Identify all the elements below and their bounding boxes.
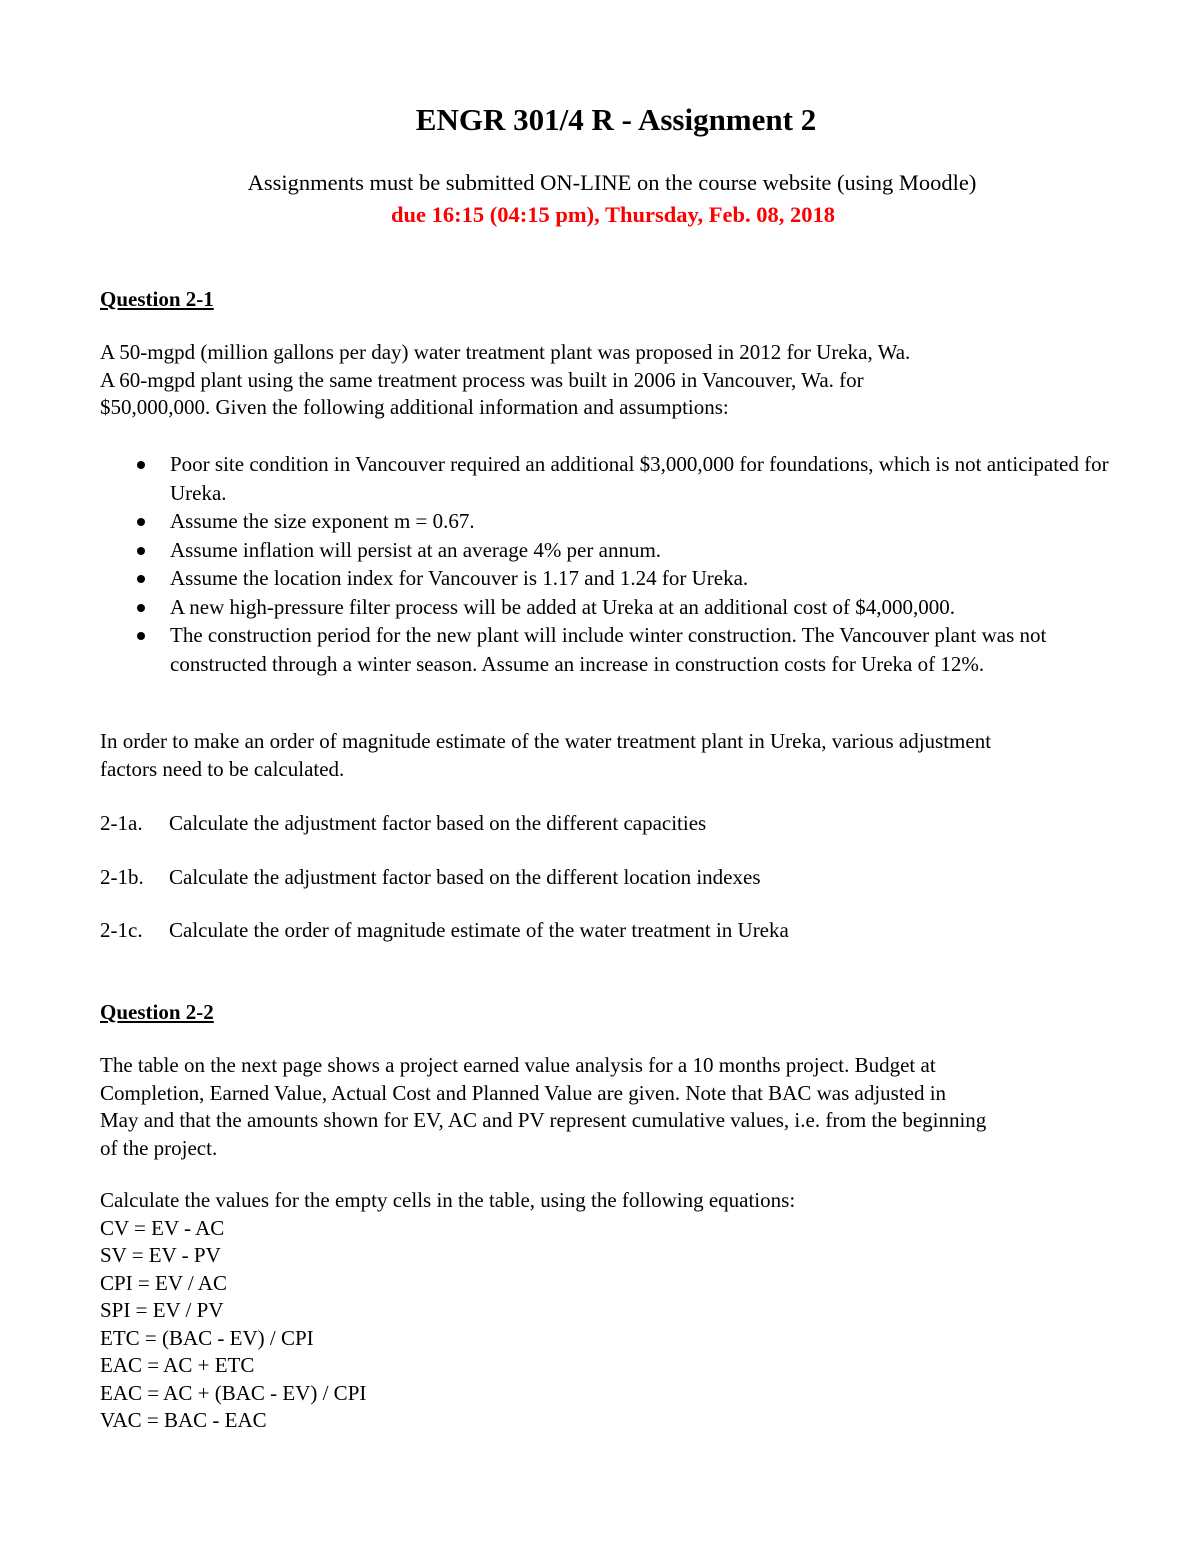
equation: CV = EV - AC [100, 1215, 225, 1240]
part-text: Calculate the adjustment factor based on the different capacities [169, 811, 707, 835]
question-2-2-intro [100, 1052, 1110, 1162]
due-date: due 16:15 (04:15 pm), Thursday, Feb. 08, 2018 [390, 202, 835, 227]
intro-line: of the project. [100, 1135, 218, 1160]
part-2-1b [100, 863, 761, 891]
bullet-icon [137, 632, 145, 640]
bullet-icon [137, 518, 145, 526]
part-id: 2-1c. [100, 918, 143, 942]
part-id: 2-1b. [100, 865, 144, 889]
assumption-list [134, 450, 1114, 678]
intro-line: $50,000,000. Given the following additional information and assumptions: [100, 395, 729, 419]
equation: ETC = (BAC - EV) / CPI [100, 1325, 314, 1350]
bullet-icon [137, 575, 145, 583]
document-title: ENGR 301/4 R - Assignment 2 [415, 102, 817, 137]
bullet-icon [137, 604, 145, 612]
part-2-1a [100, 809, 706, 837]
summary-line: factors need to be calculated. [100, 756, 345, 781]
intro-line: Completion, Earned Value, Actual Cost and Planned Value are given. Note that BAC was adjusted in [100, 1080, 947, 1105]
equation: VAC = BAC - EAC [100, 1408, 267, 1432]
submission-note: Assignments must be submitted ON-LINE on the course website (using Moodle) [247, 170, 977, 195]
equation: EAC = AC + (BAC - EV) / CPI [100, 1380, 367, 1405]
part-text: Calculate the adjustment factor based on the different location indexes [169, 865, 761, 889]
part-2-1c [100, 916, 789, 944]
equation: EAC = AC + ETC [100, 1353, 255, 1377]
equations-block [100, 1187, 1110, 1435]
equation: CPI = EV / AC [100, 1270, 227, 1295]
list-item: Assume inflation will persist at an average 4% per annum. [134, 536, 1114, 565]
intro-line: A 60-mgpd plant using the same treatment process was built in 2006 in Vancouver, Wa. for [100, 367, 864, 392]
question-2-1-summary [100, 728, 1110, 783]
question-2-2-heading: Question 2-2 [100, 1000, 214, 1024]
part-text: Calculate the order of magnitude estimate of the water treatment in Ureka [169, 918, 789, 942]
intro-line: May and that the amounts shown for EV, AC and PV represent cumulative values, i.e. from the beginning [100, 1108, 987, 1132]
list-item: Assume the size exponent m = 0.67. [134, 507, 1114, 536]
intro-line: The table on the next page shows a project earned value analysis for a 10 months project. Budget at [100, 1053, 936, 1077]
bullet-icon [137, 547, 145, 555]
part-id: 2-1a. [100, 811, 143, 835]
question-2-1-intro [100, 339, 1110, 422]
equations-intro: Calculate the values for the empty cells in the table, using the following equations: [100, 1188, 796, 1212]
summary-line: In order to make an order of magnitude estimate of the water treatment plant in Ureka, various adjustment [100, 729, 992, 753]
list-item: Assume the location index for Vancouver is 1.17 and 1.24 for Ureka. [134, 564, 1114, 593]
list-item: The construction period for the new plant will include winter construction. The Vancouver plant was not constructed through a winter season. Assume an increase in construction costs for Ureka of 12%. [134, 621, 1114, 678]
equation: SV = EV - PV [100, 1243, 221, 1267]
list-item: A new high-pressure filter process will be added at Ureka at an additional cost of $4,000,000. [134, 593, 1114, 622]
intro-line: A 50-mgpd (million gallons per day) water treatment plant was proposed in 2012 for Ureka, Wa. [100, 340, 911, 364]
question-2-1-heading: Question 2-1 [100, 287, 214, 311]
list-item: Poor site condition in Vancouver required an additional $3,000,000 for foundations, which is not anticipated for Ureka. [134, 450, 1114, 507]
bullet-icon [137, 461, 145, 469]
equation: SPI = EV / PV [100, 1298, 224, 1322]
